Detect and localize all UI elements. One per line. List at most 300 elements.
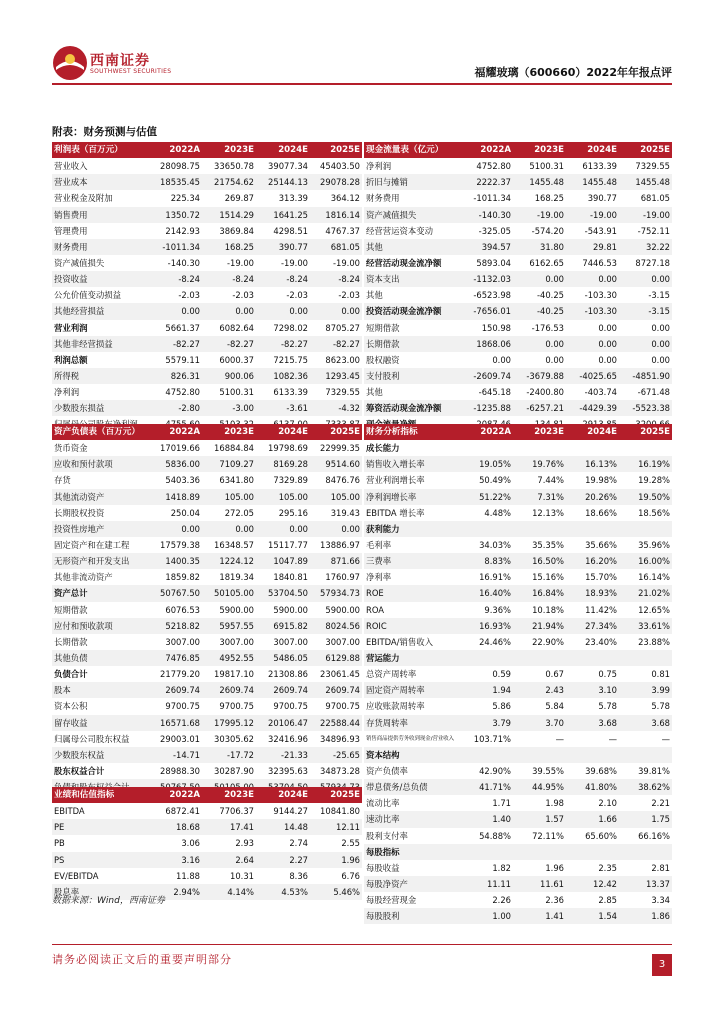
table-row bbox=[52, 868, 362, 884]
value-cell: 18.66% bbox=[585, 507, 617, 518]
value-cell: 0.75 bbox=[598, 669, 617, 680]
value-cell: -40.25 bbox=[537, 290, 564, 301]
row-label: 每股经营现金 bbox=[366, 895, 417, 906]
disclaimer-note: 请务必阅读正文后的重要声明部分 bbox=[52, 953, 232, 966]
year-header-cell: 2024E bbox=[566, 424, 619, 440]
value-cell: 66.16% bbox=[638, 830, 670, 841]
value-cell bbox=[619, 650, 672, 666]
value-cell: -2.80 bbox=[148, 400, 202, 416]
value-cell: 16.19% bbox=[619, 456, 672, 472]
value-cell: 319.43 bbox=[330, 507, 360, 518]
table-row bbox=[52, 585, 362, 601]
value-cell: 1455.48 bbox=[513, 174, 566, 190]
value-cell: 4.14% bbox=[202, 884, 256, 900]
value-cell: -19.00 bbox=[566, 207, 619, 223]
row-label: 总资产周转率 bbox=[366, 669, 417, 680]
value-cell: -3679.88 bbox=[513, 368, 566, 384]
value-cell: 39.68% bbox=[585, 766, 617, 777]
value-cell: 0.00 bbox=[651, 322, 670, 333]
row-label: 经营活动现金流净额 bbox=[366, 258, 442, 269]
table-row bbox=[52, 852, 362, 868]
value-cell: — bbox=[661, 733, 670, 744]
table-row bbox=[364, 650, 672, 666]
row-label: 留存收益 bbox=[52, 715, 148, 731]
row-label: 每股收益 bbox=[366, 862, 400, 873]
table-header-row bbox=[364, 142, 672, 158]
value-cell: 5.86 bbox=[492, 701, 511, 712]
value-cell bbox=[513, 521, 566, 537]
year-header-cell: 2022A bbox=[148, 424, 202, 440]
balance-sheet-table bbox=[52, 424, 362, 795]
value-cell: 1.96 bbox=[545, 862, 564, 873]
table-header-row bbox=[52, 142, 362, 158]
value-cell: 65.60% bbox=[585, 830, 617, 841]
value-cell: 3.68 bbox=[619, 715, 672, 731]
row-label: 其他经营损益 bbox=[52, 303, 148, 319]
row-label: 管理费用 bbox=[54, 225, 88, 236]
value-cell: 313.39 bbox=[278, 193, 308, 204]
value-cell: 13.37 bbox=[619, 876, 672, 892]
value-cell: -1011.34 bbox=[473, 193, 511, 204]
value-cell: 10.18% bbox=[532, 604, 564, 615]
value-cell: 5579.11 bbox=[165, 354, 200, 365]
table-row bbox=[364, 440, 672, 456]
value-cell: 0.00 bbox=[651, 354, 670, 365]
value-cell: 35.35% bbox=[532, 540, 564, 551]
row-label: ROA bbox=[366, 604, 384, 615]
row-label: EV/EBITDA bbox=[54, 870, 99, 881]
value-cell: 2.43 bbox=[513, 682, 566, 698]
value-cell: 12.65% bbox=[638, 604, 670, 615]
value-cell: -4429.39 bbox=[566, 400, 619, 416]
table-title-cell: 财务分析指标 bbox=[364, 424, 460, 440]
value-cell: 4.48% bbox=[484, 507, 511, 518]
table-row bbox=[364, 860, 672, 876]
brand-name-en: SOUTHWEST SECURITIES bbox=[90, 68, 172, 75]
value-cell: -8.24 bbox=[202, 271, 256, 287]
value-cell: 16.14% bbox=[638, 572, 670, 583]
value-cell: 15.16% bbox=[532, 572, 564, 583]
value-cell: 7.44% bbox=[537, 475, 564, 486]
table-row bbox=[364, 844, 672, 860]
value-cell: 29.81 bbox=[566, 239, 619, 255]
table-row bbox=[364, 352, 672, 368]
value-cell: 54.88% bbox=[479, 830, 511, 841]
value-cell: 10841.80 bbox=[320, 806, 360, 817]
value-cell: 23.88% bbox=[638, 636, 670, 647]
row-label: 资产减值损失 bbox=[54, 258, 105, 269]
table-row bbox=[364, 585, 672, 601]
row-label: 股利支付率 bbox=[366, 830, 408, 841]
value-cell: -3.15 bbox=[619, 303, 672, 319]
table-title-cell: 资产负债表（百万元） bbox=[52, 424, 148, 440]
value-cell: 2609.74 bbox=[202, 682, 256, 698]
year-header-cell: 2022A bbox=[148, 142, 202, 158]
table-row bbox=[52, 553, 362, 569]
table-row bbox=[364, 892, 672, 908]
table-row bbox=[364, 537, 672, 553]
value-cell: 16.93% bbox=[460, 618, 513, 634]
value-cell: 17019.66 bbox=[160, 443, 200, 454]
value-cell: 1819.34 bbox=[219, 572, 254, 583]
value-cell: 9.36% bbox=[484, 604, 511, 615]
value-cell: 35.96% bbox=[638, 540, 670, 551]
value-cell: 8.83% bbox=[460, 553, 513, 569]
table-row bbox=[52, 537, 362, 553]
row-label: 应收账款周转率 bbox=[366, 701, 425, 712]
value-cell: 0.00 bbox=[545, 354, 564, 365]
value-cell: 18.93% bbox=[566, 585, 619, 601]
row-label: 应收和预付款项 bbox=[52, 456, 148, 472]
value-cell: 1293.45 bbox=[310, 368, 362, 384]
value-cell: 19798.69 bbox=[268, 443, 308, 454]
table-row bbox=[364, 908, 672, 924]
row-label: 存货 bbox=[54, 475, 71, 486]
value-cell: 1224.12 bbox=[202, 553, 256, 569]
row-label: 其他负债 bbox=[52, 650, 148, 666]
table-row bbox=[364, 618, 672, 634]
value-cell: 38.62% bbox=[619, 779, 672, 795]
value-cell: -6523.98 bbox=[473, 290, 511, 301]
row-label: 少数股东权益 bbox=[52, 747, 148, 763]
value-cell bbox=[513, 650, 566, 666]
value-cell: 0.00 bbox=[598, 322, 617, 333]
value-cell: 4.53% bbox=[256, 884, 310, 900]
value-cell: 5836.00 bbox=[148, 456, 202, 472]
row-label: 营运能力 bbox=[364, 650, 460, 666]
value-cell bbox=[460, 844, 513, 860]
table-row bbox=[52, 489, 362, 505]
value-cell bbox=[619, 747, 672, 763]
row-label: 经营营运资本变动 bbox=[366, 225, 433, 236]
appendix-title: 附表：财务预测与估值 bbox=[52, 126, 157, 138]
value-cell: 19.98% bbox=[585, 475, 617, 486]
value-cell: 2.26 bbox=[492, 895, 511, 906]
row-label: 财务费用 bbox=[366, 193, 400, 204]
value-cell: 2.85 bbox=[598, 895, 617, 906]
value-cell: 1418.89 bbox=[148, 489, 202, 505]
row-label: 公允价值变动损益 bbox=[54, 290, 121, 301]
row-label: 其他 bbox=[366, 387, 383, 398]
value-cell: 1840.81 bbox=[273, 572, 308, 583]
value-cell: 16.84% bbox=[513, 585, 566, 601]
value-cell: 1350.72 bbox=[148, 207, 202, 223]
value-cell: 19.76% bbox=[513, 456, 566, 472]
row-label: 投资性房地产 bbox=[52, 521, 148, 537]
value-cell: 16348.57 bbox=[214, 540, 254, 551]
row-label: 负债合计 bbox=[54, 669, 88, 680]
year-header-cell: 2023E bbox=[202, 424, 256, 440]
value-cell: 4752.80 bbox=[165, 387, 200, 398]
table-row bbox=[364, 271, 672, 287]
value-cell: -8.24 bbox=[148, 271, 202, 287]
value-cell: -1011.34 bbox=[148, 239, 202, 255]
value-cell: 0.00 bbox=[513, 271, 566, 287]
row-label: 净利润增长率 bbox=[364, 489, 460, 505]
value-cell: 50105.00 bbox=[202, 585, 256, 601]
value-cell: 6133.39 bbox=[273, 387, 308, 398]
value-cell: 11.88 bbox=[176, 870, 200, 881]
value-cell: 1868.06 bbox=[460, 336, 513, 352]
row-label: 销售费用 bbox=[52, 207, 148, 223]
value-cell: 11.11 bbox=[460, 876, 513, 892]
row-label: 折旧与摊销 bbox=[364, 174, 460, 190]
value-cell: 7329.55 bbox=[635, 161, 670, 172]
year-header-cell: 2023E bbox=[513, 142, 566, 158]
value-cell: 2.21 bbox=[651, 798, 670, 809]
table-row bbox=[364, 320, 672, 336]
row-label: 利润总额 bbox=[54, 354, 88, 365]
value-cell: 5218.82 bbox=[148, 618, 202, 634]
table-row bbox=[364, 287, 672, 303]
table-row bbox=[52, 287, 362, 303]
table-row bbox=[364, 400, 672, 416]
value-cell: 5957.55 bbox=[202, 618, 256, 634]
value-cell: -6257.21 bbox=[513, 400, 566, 416]
value-cell: 17.41 bbox=[202, 819, 256, 835]
value-cell: 8.36 bbox=[289, 870, 308, 881]
value-cell: 1082.36 bbox=[256, 368, 310, 384]
year-header-cell: 2025E bbox=[619, 424, 672, 440]
value-cell: -752.11 bbox=[637, 225, 670, 236]
table-row bbox=[364, 472, 672, 488]
value-cell: 23.40% bbox=[585, 636, 617, 647]
value-cell: 0.00 bbox=[256, 303, 310, 319]
value-cell: 32416.96 bbox=[268, 733, 308, 744]
table-title-cell: 现金流量表（亿元） bbox=[364, 142, 460, 158]
value-cell: 2609.74 bbox=[310, 682, 362, 698]
value-cell: 394.57 bbox=[460, 239, 513, 255]
value-cell: 50.49% bbox=[479, 475, 511, 486]
row-label: 长期借款 bbox=[364, 336, 460, 352]
value-cell: -3.61 bbox=[256, 400, 310, 416]
value-cell: 0.00 bbox=[202, 521, 256, 537]
value-cell: 34873.28 bbox=[320, 766, 360, 777]
value-cell: 18535.45 bbox=[148, 174, 202, 190]
table-row bbox=[52, 835, 362, 851]
value-cell: 9700.75 bbox=[325, 701, 360, 712]
value-cell: 8623.00 bbox=[325, 354, 360, 365]
row-label: 销售收入增长率 bbox=[364, 456, 460, 472]
value-cell: -3.00 bbox=[202, 400, 256, 416]
value-cell: 2.94% bbox=[148, 884, 202, 900]
table-row bbox=[52, 223, 362, 239]
value-cell: 6341.80 bbox=[219, 475, 254, 486]
value-cell: 1.82 bbox=[492, 862, 511, 873]
value-cell: 19.05% bbox=[460, 456, 513, 472]
value-cell: 900.06 bbox=[202, 368, 256, 384]
row-label: ROE bbox=[364, 585, 460, 601]
value-cell: -25.65 bbox=[310, 747, 362, 763]
row-label: 获利能力 bbox=[364, 521, 460, 537]
row-label: 每股股利 bbox=[364, 908, 460, 924]
value-cell: 0.00 bbox=[492, 354, 511, 365]
value-cell: 2609.74 bbox=[256, 682, 310, 698]
value-cell: 681.05 bbox=[310, 239, 362, 255]
table-row bbox=[364, 763, 672, 779]
row-label: 其他 bbox=[366, 290, 383, 301]
value-cell: -4851.90 bbox=[619, 368, 672, 384]
value-cell: 2609.74 bbox=[148, 682, 202, 698]
value-cell: 15.70% bbox=[585, 572, 617, 583]
value-cell: -325.05 bbox=[478, 225, 511, 236]
value-cell: -2609.74 bbox=[460, 368, 513, 384]
value-cell: 10.31 bbox=[230, 870, 254, 881]
row-label: 股本 bbox=[52, 682, 148, 698]
southwest-securities-logo-icon bbox=[50, 43, 90, 83]
row-label: EBITDA 增长率 bbox=[366, 507, 425, 518]
value-cell: 22.90% bbox=[532, 636, 564, 647]
table-row bbox=[52, 384, 362, 400]
value-cell: 50767.50 bbox=[148, 585, 202, 601]
value-cell: 0.00 bbox=[619, 271, 672, 287]
value-cell: 17579.38 bbox=[160, 540, 200, 551]
row-label: 短期借款 bbox=[366, 322, 400, 333]
value-cell: 4752.80 bbox=[476, 161, 511, 172]
year-header-cell: 2025E bbox=[310, 787, 362, 803]
value-cell: -4.32 bbox=[310, 400, 362, 416]
value-cell: 5.78 bbox=[651, 701, 670, 712]
value-cell: -2.03 bbox=[178, 290, 200, 301]
value-cell: 364.12 bbox=[330, 193, 360, 204]
value-cell: 2.93 bbox=[235, 838, 254, 849]
value-cell: 1.86 bbox=[619, 908, 672, 924]
value-cell: 5900.00 bbox=[273, 604, 308, 615]
value-cell: 1047.89 bbox=[256, 553, 310, 569]
row-label: 筹资活动现金流净额 bbox=[364, 400, 460, 416]
value-cell: 7329.89 bbox=[273, 475, 308, 486]
value-cell: 7706.37 bbox=[219, 806, 254, 817]
table-row bbox=[52, 505, 362, 521]
table-row bbox=[364, 553, 672, 569]
value-cell: 3869.84 bbox=[219, 225, 254, 236]
value-cell: -4025.65 bbox=[566, 368, 619, 384]
footer-divider bbox=[52, 944, 672, 945]
row-label: 其他非经营损益 bbox=[52, 336, 148, 352]
value-cell: 16.50% bbox=[513, 553, 566, 569]
value-cell: 1.71 bbox=[492, 798, 511, 809]
value-cell bbox=[619, 521, 672, 537]
value-cell: 2.74 bbox=[289, 838, 308, 849]
table-row bbox=[52, 682, 362, 698]
value-cell: 1.00 bbox=[460, 908, 513, 924]
table-row bbox=[52, 618, 362, 634]
value-cell: 16.40% bbox=[460, 585, 513, 601]
row-label: 资本结构 bbox=[364, 747, 460, 763]
value-cell: 41.71% bbox=[460, 779, 513, 795]
value-cell: 39.55% bbox=[532, 766, 564, 777]
value-cell: 7329.55 bbox=[325, 387, 360, 398]
value-cell: 1816.14 bbox=[310, 207, 362, 223]
value-cell: 250.04 bbox=[170, 507, 200, 518]
value-cell: 390.77 bbox=[256, 239, 310, 255]
value-cell: 11.42% bbox=[585, 604, 617, 615]
value-cell: 22999.35 bbox=[320, 443, 360, 454]
value-cell: 6162.65 bbox=[529, 258, 564, 269]
row-label: 营业利润 bbox=[54, 322, 88, 333]
value-cell: 390.77 bbox=[587, 193, 617, 204]
value-cell: 0.00 bbox=[566, 336, 619, 352]
table-row bbox=[52, 303, 362, 319]
page-header bbox=[0, 0, 724, 90]
value-cell: 7109.27 bbox=[202, 456, 256, 472]
row-label: 资产总计 bbox=[52, 585, 148, 601]
table-row bbox=[364, 505, 672, 521]
value-cell: 0.00 bbox=[598, 354, 617, 365]
table-header-row bbox=[52, 424, 362, 440]
table-row bbox=[52, 803, 362, 819]
table-row bbox=[52, 666, 362, 682]
year-header-cell: 2024E bbox=[566, 142, 619, 158]
value-cell: -19.00 bbox=[227, 258, 254, 269]
value-cell: 681.05 bbox=[640, 193, 670, 204]
value-cell: 272.05 bbox=[224, 507, 254, 518]
value-cell: 7476.85 bbox=[148, 650, 202, 666]
value-cell: 6082.64 bbox=[219, 322, 254, 333]
value-cell: 1.40 bbox=[460, 811, 513, 827]
row-label: 长期借款 bbox=[54, 636, 88, 647]
value-cell: 3.16 bbox=[148, 852, 202, 868]
value-cell: -8.24 bbox=[310, 271, 362, 287]
value-cell: 19.28% bbox=[638, 475, 670, 486]
value-cell bbox=[513, 844, 566, 860]
value-cell: 168.25 bbox=[202, 239, 256, 255]
value-cell: 6129.88 bbox=[310, 650, 362, 666]
value-cell: 5900.00 bbox=[219, 604, 254, 615]
value-cell: 15117.77 bbox=[268, 540, 308, 551]
value-cell: 2.27 bbox=[256, 852, 310, 868]
value-cell: 7215.75 bbox=[273, 354, 308, 365]
value-cell: 13886.97 bbox=[320, 540, 360, 551]
value-cell: 0.59 bbox=[492, 669, 511, 680]
value-cell: 4952.55 bbox=[202, 650, 256, 666]
value-cell: 18.68 bbox=[148, 819, 202, 835]
value-cell: 269.87 bbox=[224, 193, 254, 204]
table-header-row bbox=[52, 787, 362, 803]
value-cell bbox=[513, 440, 566, 456]
value-cell: 0.00 bbox=[619, 336, 672, 352]
value-cell: 35.66% bbox=[585, 540, 617, 551]
table-row bbox=[364, 303, 672, 319]
value-cell: 0.00 bbox=[566, 271, 619, 287]
value-cell: 28098.75 bbox=[160, 161, 200, 172]
table-row bbox=[364, 602, 672, 618]
table-row bbox=[364, 207, 672, 223]
value-cell: 41.80% bbox=[566, 779, 619, 795]
value-cell: 150.98 bbox=[481, 322, 511, 333]
brand-name: 西南证券 bbox=[90, 53, 150, 69]
table-row bbox=[52, 731, 362, 747]
value-cell: 105.00 bbox=[256, 489, 310, 505]
header-divider bbox=[52, 83, 672, 85]
row-label: 资产负债率 bbox=[366, 766, 408, 777]
value-cell: 168.25 bbox=[534, 193, 564, 204]
table-row bbox=[52, 400, 362, 416]
value-cell: 0.00 bbox=[148, 521, 202, 537]
row-label: 资本公积 bbox=[54, 701, 88, 712]
value-cell: 17995.12 bbox=[202, 715, 256, 731]
value-cell: 1.96 bbox=[310, 852, 362, 868]
table-row bbox=[364, 731, 672, 747]
value-cell: -17.72 bbox=[202, 747, 256, 763]
value-cell: 105.00 bbox=[310, 489, 362, 505]
value-cell: 9144.27 bbox=[273, 806, 308, 817]
value-cell: 8476.76 bbox=[325, 475, 360, 486]
table-row bbox=[364, 634, 672, 650]
value-cell: 1859.82 bbox=[165, 572, 200, 583]
value-cell: 2.35 bbox=[598, 862, 617, 873]
row-label: EBITDA bbox=[54, 806, 85, 817]
